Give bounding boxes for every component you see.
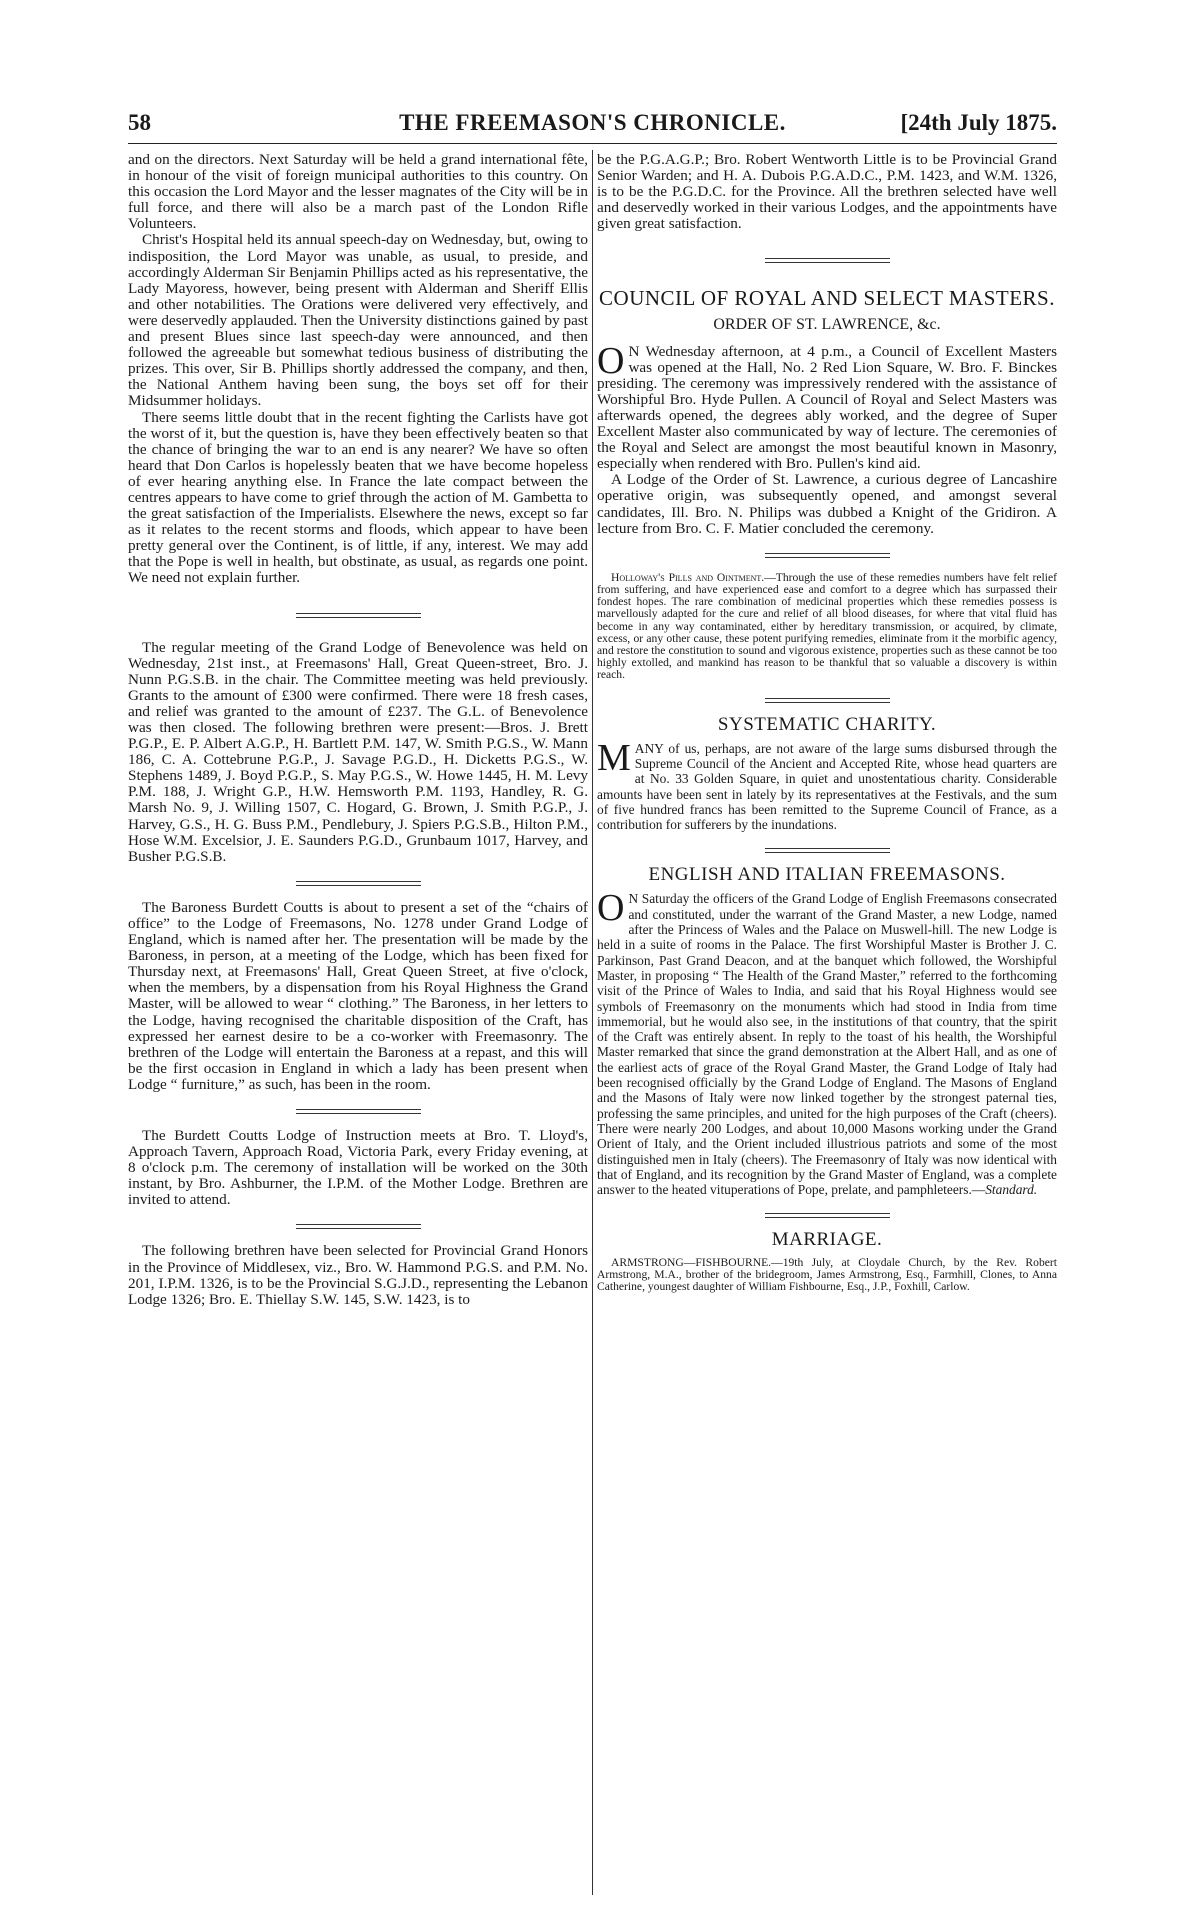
english-italian-heading: ENGLISH AND ITALIAN FREEMASONS. (648, 864, 1006, 886)
marriage-names: ARMSTRONG—FISHBOURNE. (611, 1255, 772, 1269)
newspaper-title: THE FREEMASON'S CHRONICLE. (399, 110, 786, 135)
right-column (597, 152, 1057, 1897)
section-rule (765, 698, 890, 703)
paragraph: be the P.G.A.G.P.; Bro. Robert Wentworth Little is to be Provincial Grand Senior Warden; and H. A. Dubois P.G.A.D.C., P.M. 1423, and W.M. 1326, is to be the P.G.D.C. for the Province. All the brethren selected have well and deservedly worked in their various Lodges, and the appointments have given great satisfaction. (597, 152, 1057, 233)
section-rule (765, 1213, 890, 1218)
advertisement-text: —Through the use of these remedies numbers have felt relief from suffering, and have experienced ease and comfort to a degree which has surpassed their fondest hopes. The rare combination of medicinal properties which these remedies possess is marvellously adapted for the cure and relief of all blood diseases, for where that vital fluid has become in any way contaminated, either by hereditary transmission, or acquired, by climate, excess, or any other cause, these potent purifying remedies, eliminate from it the morbific agency, and restore the constitution to sound and vigorous existence, properties such as these cannot be too highly extolled, and mankind has reason to be thankful that so valuable a discovery is within reach. (597, 570, 1057, 682)
section-rule (765, 848, 890, 853)
paragraph: The Burdett Coutts Lodge of Instruction meets at Bro. T. Lloyd's, Approach Tavern, Approach Road, Victoria Park, every Friday evening, at 8 o'clock p.m. The ceremony of installation will be worked on the 30th instant, by Bro. Ashburner, the I.P.M. of the Mother Lodge. Brethren are invited to attend. (128, 1126, 588, 1209)
left-column (128, 152, 588, 1897)
section-rule (765, 258, 890, 263)
page-number: 58 (128, 110, 151, 135)
masthead (128, 110, 1057, 140)
section-rule (296, 881, 421, 886)
paragraph: and on the directors. Next Saturday will be held a grand international fête, in honour of the visit of foreign municipal authorities to this country. On this occasion the Lord Mayor and the lesser magnates of the City will be in full force, and there will also be a march past of the London Rifle Volunteers. (128, 152, 588, 233)
advertisement (597, 572, 1057, 682)
paragraph: The Baroness Burdett Coutts is about to present a set of the “chairs of office” to the Lodge of Freemasons, No. 1278 under Grand Lodge of England, which is named after her. The presentation will be made by the Baroness, in person, at a meeting of the Lodge, which has been fixed for Thursday next, at Freemasons' Hall, Great Queen Street, at five o'clock, when the members, by a dispensation from his Royal Highness the Grand Master, will be allowed to wear “ clothing.” The Baroness, in her letters to the Lodge, having recognised the charitable disposition of the Craft, has expressed her earnest desire to be a co-worker with Freemasonry. The brethren of the Lodge will entertain the Baroness at a repast, and this will be the first occasion in England in which a lady has been present when Lodge “ furniture,” as such, has been in the room. (128, 898, 588, 1093)
header-rule (128, 143, 1057, 144)
council-text: N Wednesday afternoon, at 4 p.m., a Council of Excellent Masters was opened at the Hall, No. 2 Red Lion Square, W. Bro. F. Binckes presiding. The ceremony was impressively rendered with the assistance of Worshipful Bro. Hyde Pullen. A Council of Royal and Select Masters was afterwards opened, the degrees ably worked, and the degree of Super Excellent Master also communicated by way of lecture. The ceremonies of the Royal and Select are amongst the most beautiful known in Masonry, especially when rendered with Bro. Pullen's kind aid. (597, 342, 1057, 473)
charity-heading: SYSTEMATIC CHARITY. (717, 713, 937, 735)
council-heading: COUNCIL OF ROYAL AND SELECT MASTERS. (599, 286, 1055, 311)
section-rule (296, 1224, 421, 1229)
council-paragraph (597, 339, 1057, 473)
charity-text: ANY of us, perhaps, are not aware of the large sums disbursed through the Supreme Council of the Ancient and Accepted Rite, whose head quarters are at No. 33 Golden Square, in quiet and unostentatious charity. Considerable amounts have been sent in lately by its representatives at the Festivals, and the sum of five hundred francs has been remitted to the Supreme Council of France, as a contribution for sufferers by the inundations. (597, 740, 1057, 833)
paragraph: The following brethren have been selected for Provincial Grand Honors in the Province of Middlesex, viz., Bro. W. Hammond P.G.S. and P.M. No. 201, I.P.M. 1326, is to be the Provincial S.G.J.D., representing the Lebanon Lodge 1326; Bro. E. Thiellay S.W. 145, S.W. 1423, is to (128, 1242, 588, 1308)
marriage-text: —19th July, at Cloydale Church, by the Rev. Robert Armstrong, M.A., brother of the bridegroom, James Armstrong, Esq., Farmhill, Clones, to Anna Catherine, youngest daughter of William Fishbourne, Esq., J.P., Foxhill, Carlow. (597, 1255, 1057, 1293)
drop-cap: M (597, 736, 631, 779)
charity-paragraph (597, 736, 1057, 833)
section-rule (765, 553, 890, 558)
marriage-notice (597, 1257, 1057, 1294)
paragraph: A Lodge of the Order of St. Lawrence, a curious degree of Lancashire operative origin, was subsequently opened, and amongst several candidates, Ill. Bro. N. Philips was dubbed a Knight of the Gridiron. A lecture from Bro. C. F. Matier concluded the ceremony. (597, 471, 1057, 537)
english-italian-paragraph (597, 887, 1057, 1198)
source-credit: Standard. (985, 1182, 1038, 1198)
section-rule (296, 1109, 421, 1114)
paragraph: Christ's Hospital held its annual speech-day on Wednesday, but, owing to indisposition, the Lord Mayor was unable, as usual, to preside, and accordingly Alderman Sir Benjamin Phillips acted as his representative, the Lady Mayoress, however, being present with Alderman and Sheriff Ellis and other notabilities. The Orations were delivered very effectively, and were deservedly applauded. Then the University distinctions gained by past and present Blues since last speech-day were announced, and then followed the agreeable but somewhat tedious business of distributing the prizes. This over, Sir B. Phillips shortly addressed the company, and then, the National Anthem having been sung, the boys set off for their Midsummer holidays. (128, 231, 588, 410)
council-subheading: ORDER OF ST. LAWRENCE, &c. (713, 316, 941, 334)
advertisement-lead: Holloway's Pills and Ointment. (611, 570, 765, 584)
column-divider (592, 150, 593, 1895)
drop-cap: O (597, 339, 625, 382)
english-italian-text: N Saturday the officers of the Grand Lodge of English Freemasons consecrated and constituted, under the warrant of the Grand Master, a new Lodge, named after the Princess of Wales and the Palace on Muswell-hill. The new Lodge is held in a suite of rooms in the Palace. The first Worshipful Master is Brother J. C. Parkinson, Past Grand Deacon, and at the banquet which followed, the Worshipful Master, in proposing “ The Health of the Grand Master,” referred to the forthcoming visit of the Prince of Wales to India, and said that his Royal Highness would see symbols of Freemasonry on the monuments which had stood in India from time immemorial, but he would also see, in the institutions of that country, that the spirit of the Craft was entirely absent. In reply to the toast of his health, the Worshipful Master remarked that since the grand demonstration at the Albert Hall, and as one of the earliest acts of grace of the Royal Grand Master, the Grand Lodge of Italy had been recognised officially by the Grand Lodge of England. The Masons of England and the Masons of Italy were now linked together by the strongest paternal ties, professing the same principles, and united for the high purposes of the Craft (cheers). There were nearly 200 Lodges, and about 10,000 Masons working under the Grand Orient of Italy, and the Orient included illustrious patriots and some of the most distinguished men in Italy (cheers). The Freemasonry of Italy was now identical with that of England, and its recognition by the Grand Master of England, was a complete answer to the heated vituperations of Pope, prelate, and pamphleteers.— (597, 891, 1057, 1198)
paragraph: There seems little doubt that in the recent fighting the Carlists have got the worst of it, but the question is, have they been effectively beaten so that the chance of bringing the war to an end is any nearer? We have so often heard that Don Carlos is hopelessly beaten that we have become hopeless of ever hearing anything else. In France the late compact between the centres appears to have come to grief through the action of M. Gambetta to the great satisfaction of the Imperialists. Elsewhere the news, except so far as it relates to the recent storms and floods, which appear to have been pretty general over the Continent, is of little, if any, interest. We may add that the Pope is well in health, but obstinate, as usual, as regards one point. We need not explain further. (128, 408, 588, 587)
marriage-heading: MARRIAGE. (771, 1229, 883, 1251)
drop-cap: O (597, 887, 625, 930)
paragraph: The regular meeting of the Grand Lodge of Benevolence was held on Wednesday, 21st inst., at Freemasons' Hall, Great Queen-street, Bro. J. Nunn P.G.S.B. in the chair. The Committee meeting was held previously. Grants to the amount of £300 were confirmed. There were 18 fresh cases, and relief was granted to the amount of £237. The G.L. of Benevolence was then closed. The following brethren were present:—Bros. J. Brett P.G.P., E. P. Albert A.G.P., H. Bartlett P.M. 147, W. Smith P.G.S., W. Mann 186, C. A. Cottebrune P.G.P., J. Savage P.G.D., H. Dicketts P.G.S., W. Stephens 1489, J. Boyd P.G.P., S. May P.G.S., W. Howe 1445, H. M. Levy P.M. 188, J. Wright G.P., H.W. Hemsworth P.M. 1193, Handley, R. G. Marsh No. 9, J. Willing 1507, C. Hogard, G. Brown, J. Smith P.G.P., J. Harvey, G.S., H. G. Buss P.M., Pendlebury, J. Spiers P.G.S.B., Hilton P.M., Hose W.M. Excelsior, J. E. Saunders P.G.D., Grunbaum 1017, Harvey, and Busher P.G.S.B. (128, 638, 588, 865)
issue-date: [24th July 1875. (900, 110, 1057, 135)
section-rule (296, 613, 421, 618)
